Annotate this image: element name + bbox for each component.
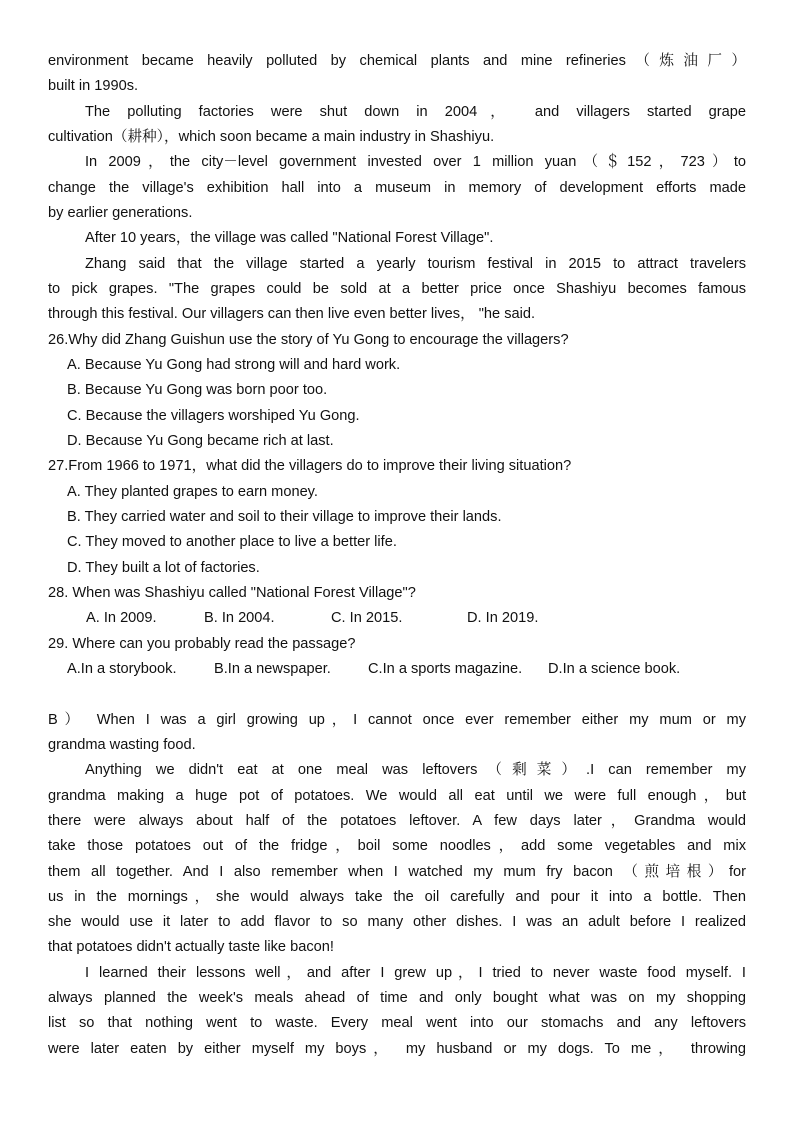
options-row <box>48 657 746 682</box>
text-line: B） When I was a girl growing up，I cannot once ever remember either my mum or my <box>48 711 746 728</box>
question-28 <box>48 581 746 632</box>
option-d: D. They built a lot of factories. <box>67 559 260 576</box>
passage-a <box>48 49 746 328</box>
text-line: grandma wasting food. <box>48 736 196 753</box>
question-29 <box>48 632 746 683</box>
text-line: grandma making a huge pot of potatoes. We would all eat until we were full enough，but <box>48 787 746 804</box>
option-b: B. They carried water and soil to their village to improve their lands. <box>67 508 502 525</box>
option-a: A. Because Yu Gong had strong will and hard work. <box>67 356 401 373</box>
text-line: list so that nothing went to waste. Every meal went into our stomachs and any leftovers <box>48 1015 746 1032</box>
text-line: through this festival. Our villagers can then live even better lives， "he said. <box>48 306 536 323</box>
text-line: Zhang said that the village started a yearly tourism festival in 2015 to attract travelers <box>85 255 746 272</box>
text-line: by earlier generations. <box>48 204 193 221</box>
option-a: A. They planted grapes to earn money. <box>67 483 318 500</box>
option-d: D. Because Yu Gong became rich at last. <box>67 432 334 449</box>
text-line: to pick grapes. "The grapes could be sold at a better price once Shashiyu becomes famous <box>48 280 746 297</box>
option-a: A.In a storybook. <box>67 660 177 677</box>
text-line: always planned the week's meals ahead of time and only bought what was on my shopping <box>48 990 746 1007</box>
option-c: C. In 2015. <box>331 610 403 627</box>
text-line: In 2009，the city－level government invested over 1 million yuan（＄152，723）to <box>85 154 746 171</box>
option-c: C. Because the villagers worshiped Yu Gong. <box>67 407 360 424</box>
text-line: After 10 years，the village was called "National Forest Village". <box>85 230 494 247</box>
text-line: us in the mornings，she would always take the oil carefully and pour it into a bottle. Then <box>48 888 746 905</box>
option-d: D.In a science book. <box>548 660 681 677</box>
option-b: B. Because Yu Gong was born poor too. <box>67 382 328 399</box>
text-line: built in 1990s. <box>48 78 139 95</box>
text-line: she would use it later to add flavor to so many other dishes. I was an adult before I realized <box>48 914 746 931</box>
option-d: D. In 2019. <box>467 610 539 627</box>
text-line: change the village's exhibition hall into a museum in memory of development efforts made <box>48 179 746 196</box>
passage-b <box>48 708 746 1063</box>
option-a: A. In 2009. <box>86 610 157 627</box>
question-stem: 26.Why did Zhang Guishun use the story of Yu Gong to encourage the villagers? <box>48 331 569 348</box>
document-page <box>48 49 746 1062</box>
question-stem: 27.From 1966 to 1971，what did the villagers do to improve their living situation? <box>48 458 572 475</box>
text-line: that potatoes didn't actually taste like bacon! <box>48 939 334 956</box>
question-stem: 29. Where can you probably read the passage? <box>48 635 356 652</box>
question-26 <box>48 328 746 455</box>
text-line: were later eaten by either myself my boys， my husband or my dogs. To me， throwing <box>48 1040 746 1057</box>
text-line: The polluting factories were shut down in 2004， and villagers started grape <box>85 103 746 120</box>
text-line: environment became heavily polluted by chemical plants and mine refineries（炼油厂） <box>48 53 746 69</box>
option-b: B.In a newspaper. <box>214 660 331 677</box>
option-c: C. They moved to another place to live a better life. <box>67 534 397 551</box>
option-c: C.In a sports magazine. <box>368 660 523 677</box>
question-stem: 28. When was Shashiyu called "National Forest Village"? <box>48 584 416 601</box>
text-line: I learned their lessons well，and after I grew up，I tried to never waste food myself. I <box>85 964 746 981</box>
text-line: them all together. And I also remember when I watched my mum fry bacon （煎培根）for <box>48 863 746 880</box>
question-27 <box>48 454 746 581</box>
text-line: there were always about half of the potatoes leftover. A few days later，Grandma would <box>48 812 746 829</box>
options-row <box>48 606 746 631</box>
text-line: Anything we didn't eat at one meal was leftovers（剩菜）.I can remember my <box>85 762 746 779</box>
text-line: take those potatoes out of the fridge，boil some noodles，add some vegetables and mix <box>48 838 746 855</box>
text-line: cultivation（耕种），which soon became a main industry in Shashiyu. <box>48 128 495 145</box>
blank-line <box>48 682 746 707</box>
option-b: B. In 2004. <box>204 610 275 627</box>
